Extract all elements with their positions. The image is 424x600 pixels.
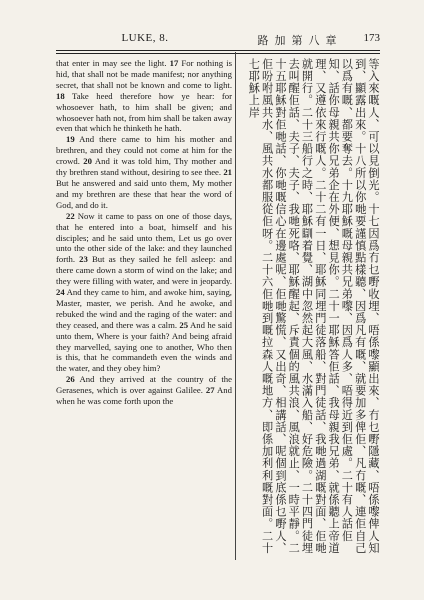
verse-number: 17 [169,58,179,68]
chinese-title: 路加第八章 [257,35,343,47]
verse-text: And there came to him his mother and brethren, and they could not come at him for the crowd. [56,134,232,167]
paragraph [56,211,232,375]
paragraph [56,134,232,210]
verse-number: 25 [179,319,189,330]
verse-number: 19 [66,134,75,145]
verse-text: And when he was come forth upon the [56,385,232,407]
english-column [56,58,232,407]
verse-number: 20 [83,156,92,167]
page-number: 173 [363,32,380,44]
verse-number: 21 [223,167,232,178]
paragraph [56,58,232,134]
verse-text: that enter in may see the light. [56,58,167,68]
verse-text: But he answered and said unto them, My mother and my brethren are these that hear the word of God, and do it. [56,177,232,210]
verse-number: 18 [56,90,65,101]
verse-number: 24 [56,287,65,298]
running-header-chinese [240,32,380,48]
verse-number: 23 [79,254,88,265]
verse-text: Take heed therefore how ye hear: for whosoever hath, to him shall be given; and whosoever hath not, from him shall be taken away even that which he thinketh he hath. [56,90,233,134]
column-divider [235,52,236,560]
header-rule-bottom [56,53,380,54]
running-header-english [56,32,234,48]
verse-text: And he said unto them, Where is your faith? And being afraid they marvelled, saying one to another, Who then is this, that he commandeth even the winds and the water, and they obey him? [56,319,232,374]
verse-number: 27 [205,385,215,396]
verse-text: And it was told him, Thy mother and thy brethren stand without, desiring to see thee. [56,156,233,178]
verse-number: 22 [66,210,75,221]
paragraph [56,374,232,407]
header-rule-top [56,50,380,51]
verse-number: 26 [66,374,75,385]
verse-text: And they came to him, and awoke him, saying, Master, master, we perish. And he awoke, and rebuked the wind and the raging of the water: and they ceased, and there was a calm. [56,287,232,330]
verse-text: And they arrived at the country of the Gerasenes, which is over against Galilee. [56,374,232,396]
verse-text: Now it came to pass on one of those days, that he entered into a boat, himself and his disciples; and he said unto them, Let us go over unto the other side of the lake: and they launched forth. [56,210,233,265]
verse-text: For nothing is hid, that shall not be made manifest; nor anything secret, that shall not be known and come to light. [56,58,233,90]
verse-text: But as they sailed he fell asleep: and there came down a storm of wind on the lake; and they were filling with water, and were in jeopardy. [56,254,233,287]
chinese-column: 等入來嘅人、可以見倒光。十七因爲冇乜嘢收埋、唔係嚟顯出來、冇乜嘢隱藏、唔係嚟俾人知到、顯露出來。十八所以你哋要謹慎點樣聽、因爲凡有嘅、就要加多俾佢、凡冇嘅、連佢自己以爲有嘅、都要奪去。十九耶穌嘅母親共兄弟嚟、因爲人多、唔得近到佢處。二十有人話佢知、話你母親共你兄弟企在外便、想見你。二十一耶穌答佢話、我母親我兄弟、就係聽上帝道理、又遵依來行嘅人。二十二有一日、耶穌同埋門徒落船、對門徒話、我哋過湖嘅對面、佢哋就開行。二十三船行之時、耶穌瞓着覺、湖中忽然起大風、水滿入船、好危險。二十四門徒埋去叫醒佢話、夫子、夫子、我哋死咯、耶穌醒起、斥責個的風共浪、風浪就止、一時平靜。二十五耶穌對佢哋話、你哋嘅信心在邊處呢、佢哋驚慌、又出奇、相講話、呢個到底係乜嘢人、佢吩咐風共水、風共水都服從佢呀。二十六佢哋到嘅拉森人嘅地方、即係加利利嘅對面。二十七耶穌上岸 [247,58,380,555]
english-title: LUKE, 8. [121,32,169,44]
